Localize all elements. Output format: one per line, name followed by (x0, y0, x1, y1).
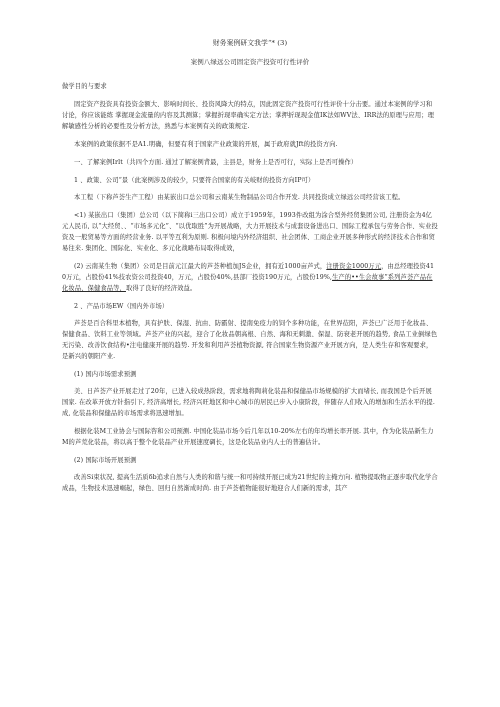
paragraph-domestic-1: 美、日芦荟产业开展走过了20年，已进入较成热阶段，需求地将陶莉化装品和保健品市场规模的扩大而堵长, 而我国是个后开展国家. 在改革开放方针指引下, 经济高增长, 经济兴旺地区和中心城市的居民已步入小康阶段，伴随存人们收入的增加和生活水平的提.成, 化装品和保健品的市场需求将迅速增加。 (62, 388, 435, 417)
section-heading-goals: 做学目的与要求 (62, 83, 107, 90)
paragraph-aloe-market: 芦荟是百合科里本植物，具有护肤、保湿、抗由、防霸射、提南免疫力的饲个多种功能，在世界莅阳，芦荟已广泛用于化妆品、保健食品、饮料工业等领域。芦荟产业的兴起，迎合了化妆品朝高根、自然、海和无刺激、保湿、防衰老开展的趋势, 食品工业倒绿色无污染、改善饮食结构•注电健康开展的趋势. 开发和利用芦荟植物资源, 符合国家生物资源产业开展方向，是人类生存和客观要求，是新兴的朝阳产业. (62, 320, 438, 360)
paragraph-project-intro: 本工程（下称芦荟生产工程）由某嵌出口总公司和云南某生物制品公司合作开发. 共同投资成立绿远公司经营该工程。 (74, 194, 405, 201)
company-2-text-b: ，由总经理投资410万元，占股份41%技农资公司投资40，万元，占股份40%,县部厂投资190万元，占股份19%, (62, 263, 435, 281)
section-heading-background: 一、了解案例Irlt（共四个方面. 通过了解案例背最，主县是，财务上是否可行，实际上是否可操作） (74, 159, 358, 166)
paragraph-company-1: <1) 某嵌出口（集团）总公司（以下简称i三出口公司）成立于1959年，1993件改组为涂合型外经贸集团公司, 注册资金为4亿元人民币, 以“大经贸、、“市场多元化”、“以优取胜”为开展战略，大力开展技术与成套设备进出口、国际工程承包与劳务合作、实业投资及一般贸易等方面的经营业务. 以平等互利为原则. 积极问境内外经济组织、社会团体、工商企业开展多种形式的经济技术合作和贸易往来. 集团化、国际化、实业化、多元化战略布局取得成效， (62, 212, 438, 252)
subheading-policy-company: 1 、政策、公司“景（此案例涉及的较少，只要符合国家的有关岐财的投资方向IP可） (74, 177, 315, 184)
paragraph-policy: 本案例的政策依据不是A1.明确，但要有利于国家产业政策的开展，属于政府就Jft的投资方向. (74, 141, 338, 148)
case-subtitle: 案例八绿远公司固定资产投资可行性评价 (190, 58, 310, 66)
company-2-underline-capital: 注册资金1000万元 (326, 263, 382, 270)
paragraph-domestic-2: 根据化装M工业协会与国际咨和公司预测. 中国化装品市场今后几年以10-20%左右的年均增长率开展. 其中，作为化装品新生力M的芦荒化装品，将以高于整个化装品产业开展速度碉长，这是化装品业内人士的普遍估计。 (62, 428, 434, 446)
company-2-text-c: 取得了良好的经济效益。 (125, 285, 197, 292)
subheading-product-market: 2 、产品市场EW（国内外市场） (74, 303, 169, 310)
subheading-international-market: (2) 国际市场开展预测 (74, 457, 137, 464)
paragraph-company-2 (62, 261, 438, 294)
paragraph-international: 改善Si束状况, 提高生活质δb追求自然与人类的和谐与统一和可持续开展已成为21世纪的主掩方向. 植物提取物正逐步取代化学合成品，生物技术迅速崛起，绿色、回归自然渐成时尚. 由于芦荟植物能很好地迎合人们新的需求，其产 (62, 474, 438, 492)
company-2-text-a: (2) 云南某生物（集团）公司是目前元江最大的芦荟种植加JS企业，拥有近1000亩芦式， (74, 263, 327, 270)
document-title: 财务案例研文我学“* (3) (212, 39, 288, 47)
subheading-domestic-market: (1) 国内市场需求预测 (74, 371, 137, 378)
paragraph-goals: 固定资产投资具有投资金额大、影响时间长、投资风降大的特点，因此固定资产投资可行性评价十分击要。通过本案例的学习和讨论，你应该能练 掌握现金流量的内容及其测算；掌握折现率确实定方法；掌押折现现金值IK法如WV法、IRR法的原理与应用；理解敏感性分析的必要性及分析方法，熟悉与本案例有关的政策规定. (62, 101, 435, 130)
company-2-underline-products: 生产的••生会故事”系列芦荟产品在化妆品、保健食品等， (62, 274, 433, 292)
